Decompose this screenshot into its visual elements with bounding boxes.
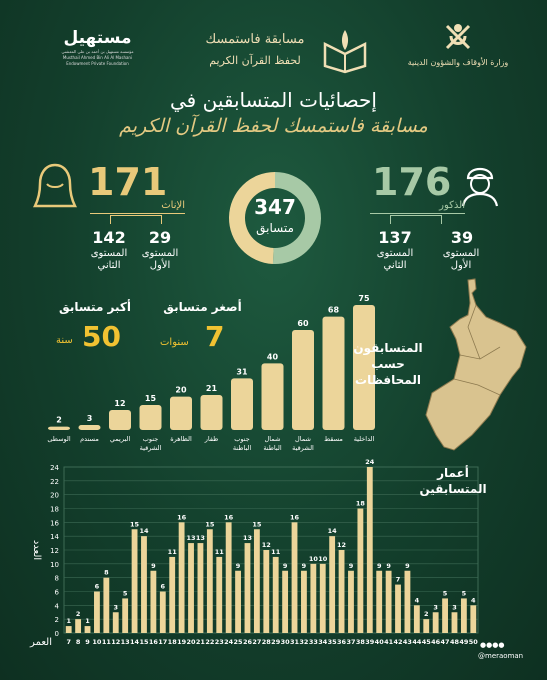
age-y-tick-label: 10 bbox=[50, 560, 59, 569]
ministry-logo bbox=[398, 20, 518, 80]
age-x-tick-label: 9 bbox=[85, 638, 90, 646]
age-x-tick-label: 50 bbox=[468, 638, 478, 646]
age-x-tick-label: 11 bbox=[101, 638, 111, 646]
governorate-bar bbox=[79, 425, 101, 430]
mosthail-logo bbox=[55, 28, 140, 80]
age-value-label: 10 bbox=[318, 554, 328, 563]
twitter-icon[interactable]: ● bbox=[492, 641, 499, 649]
age-bar bbox=[320, 564, 326, 633]
age-bar bbox=[386, 571, 392, 633]
age-x-tick-label: 16 bbox=[148, 638, 158, 646]
age-value-label: 4 bbox=[414, 596, 420, 605]
females-label: الإناث bbox=[161, 200, 185, 211]
governorate-bar bbox=[170, 397, 192, 430]
age-value-label: 2 bbox=[423, 610, 429, 619]
age-bar bbox=[94, 592, 100, 634]
age-value-label: 6 bbox=[94, 582, 100, 591]
age-x-tick-label: 46 bbox=[431, 638, 441, 646]
age-bar bbox=[376, 571, 382, 633]
age-bar bbox=[414, 605, 420, 633]
age-bar bbox=[85, 626, 91, 633]
females-divider bbox=[90, 213, 185, 214]
age-bar bbox=[103, 578, 109, 633]
age-x-tick-label: 36 bbox=[337, 638, 347, 646]
governorate-bar bbox=[262, 363, 284, 430]
governorate-chart-title: المتسابقون حسب المحافظات bbox=[353, 341, 423, 387]
page-subtitle: مسابقة فاستمسك لحفظ القرآن الكريم bbox=[119, 115, 428, 137]
age-x-tick-label: 8 bbox=[75, 638, 81, 646]
females-level1-value: 29 bbox=[148, 228, 172, 247]
age-x-tick-label: 45 bbox=[421, 638, 431, 646]
age-bar bbox=[216, 557, 222, 633]
age-bar bbox=[179, 522, 185, 633]
oldest-unit: سنة bbox=[56, 335, 73, 346]
age-value-label: 13 bbox=[186, 534, 196, 543]
facebook-icon[interactable]: ● bbox=[486, 641, 493, 649]
males-level1-label: المستوى الأول bbox=[442, 248, 480, 271]
age-value-label: 14 bbox=[139, 527, 149, 536]
age-bar bbox=[132, 529, 138, 633]
ministry-logo-text: وزارة الأوقاف والشؤون الدينية bbox=[407, 58, 509, 67]
males-bracket bbox=[390, 215, 442, 224]
age-value-label: 3 bbox=[113, 603, 119, 612]
age-value-label: 9 bbox=[301, 561, 307, 570]
governorate-category-label: ظفار bbox=[204, 435, 219, 443]
males-value: 176 bbox=[372, 160, 452, 204]
oman-emblem-icon bbox=[441, 20, 475, 54]
age-value-label: 16 bbox=[224, 513, 234, 522]
age-value-label: 5 bbox=[442, 589, 448, 598]
females-value: 171 bbox=[88, 160, 168, 204]
age-value-label: 16 bbox=[177, 513, 187, 522]
age-x-tick-label: 19 bbox=[177, 638, 187, 646]
age-x-tick-label: 21 bbox=[195, 638, 205, 646]
age-x-tick-label: 43 bbox=[402, 638, 412, 646]
youtube-icon[interactable]: ● bbox=[498, 641, 505, 649]
age-bar bbox=[405, 571, 411, 633]
competition-logo bbox=[195, 18, 370, 88]
age-y-tick-label: 22 bbox=[50, 477, 59, 486]
females-level1-label: المستوى الأول bbox=[141, 248, 179, 271]
age-bar bbox=[367, 467, 373, 633]
age-y-tick-label: 20 bbox=[50, 491, 59, 500]
males-label: الذكور bbox=[439, 200, 465, 211]
age-bar bbox=[339, 550, 345, 633]
governorate-category-label: شمال bbox=[295, 435, 311, 443]
age-x-tick-label: 15 bbox=[139, 638, 149, 646]
governorate-category-label: الشرقية bbox=[139, 444, 162, 452]
age-x-tick-label: 49 bbox=[459, 638, 469, 646]
age-chart-title: أعمار المتسابقين bbox=[419, 466, 487, 496]
page-title: إحصائيات المتسابقين في bbox=[170, 88, 377, 112]
age-x-tick-label: 24 bbox=[224, 638, 234, 646]
youngest-unit: سنوات bbox=[160, 337, 189, 348]
age-x-tick-label: 7 bbox=[66, 638, 71, 646]
age-value-label: 9 bbox=[348, 561, 354, 570]
governorate-value-label: 15 bbox=[144, 394, 157, 403]
age-bar bbox=[122, 598, 128, 633]
females-level2-value: 142 bbox=[92, 228, 126, 247]
age-bar bbox=[423, 619, 429, 633]
age-x-tick-label: 13 bbox=[120, 638, 130, 646]
governorate-value-label: 21 bbox=[205, 384, 218, 393]
age-bar bbox=[141, 536, 147, 633]
age-bar bbox=[150, 571, 156, 633]
age-x-tick-label: 29 bbox=[271, 638, 281, 646]
age-bar bbox=[273, 557, 279, 633]
youngest-label: أصغر متسابق bbox=[163, 300, 242, 314]
age-value-label: 4 bbox=[471, 596, 476, 605]
age-bar bbox=[461, 598, 467, 633]
age-y-tick-label: 6 bbox=[54, 588, 59, 597]
age-bar bbox=[188, 543, 194, 633]
age-bar bbox=[160, 592, 166, 634]
age-value-label: 15 bbox=[130, 520, 140, 529]
age-bar bbox=[395, 585, 401, 633]
age-bar bbox=[245, 543, 251, 633]
competition-logo-line2: لحفظ القرآن الكريم bbox=[209, 54, 301, 67]
age-x-tick-label: 30 bbox=[280, 638, 290, 646]
age-value-label: 7 bbox=[395, 575, 401, 584]
age-x-tick-label: 12 bbox=[111, 638, 121, 646]
age-value-label: 13 bbox=[195, 534, 205, 543]
governorate-value-label: 20 bbox=[175, 385, 187, 395]
female-icon bbox=[30, 160, 80, 210]
age-x-tick-label: 31 bbox=[289, 638, 300, 646]
age-value-label: 9 bbox=[405, 561, 410, 570]
age-x-tick-label: 42 bbox=[393, 638, 403, 646]
oldest-label: أكبر متسابق bbox=[59, 300, 131, 314]
footer-handle: @meraoman bbox=[478, 652, 524, 660]
age-x-tick-label: 27 bbox=[252, 638, 262, 646]
age-x-tick-label: 33 bbox=[308, 638, 318, 646]
governorate-category-label: الشرقية bbox=[292, 444, 314, 452]
age-value-label: 9 bbox=[386, 561, 391, 570]
age-value-label: 1 bbox=[85, 617, 90, 626]
age-bar bbox=[452, 612, 458, 633]
governorate-bar bbox=[292, 330, 314, 430]
age-x-tick-label: 35 bbox=[327, 638, 337, 646]
governorate-category-label: مسندم bbox=[80, 435, 99, 443]
age-value-label: 11 bbox=[271, 547, 281, 556]
oldest-value: 50 bbox=[82, 320, 121, 353]
age-value-label: 14 bbox=[327, 527, 337, 536]
governorate-bar bbox=[231, 378, 253, 430]
age-value-label: 10 bbox=[308, 554, 318, 563]
total-value: 347 bbox=[254, 195, 296, 219]
age-y-tick-label: 18 bbox=[50, 505, 59, 514]
age-bar bbox=[113, 612, 119, 633]
age-value-label: 3 bbox=[433, 603, 438, 612]
mosthail-logo-en2: Endowment Private Foundation bbox=[66, 61, 129, 66]
age-value-label: 9 bbox=[151, 561, 156, 570]
governorate-category-label: جنوب bbox=[234, 435, 250, 443]
males-divider bbox=[370, 213, 465, 214]
governorate-category-label: مسقط bbox=[324, 435, 343, 443]
age-y-tick-label: 2 bbox=[54, 616, 59, 625]
age-bar bbox=[357, 509, 363, 634]
governorate-value-label: 40 bbox=[266, 352, 279, 362]
youngest-value: 7 bbox=[205, 320, 225, 353]
age-bar bbox=[75, 619, 81, 633]
governorate-category-label: جنوب bbox=[142, 435, 159, 443]
age-y-tick-label: 14 bbox=[50, 533, 59, 542]
age-x-tick-label: 34 bbox=[318, 638, 328, 646]
age-value-label: 5 bbox=[461, 589, 467, 598]
age-bar bbox=[301, 571, 307, 633]
age-bar bbox=[292, 522, 298, 633]
age-value-label: 15 bbox=[205, 520, 215, 529]
age-x-tick-label: 32 bbox=[299, 638, 309, 646]
governorate-value-label: 75 bbox=[358, 294, 370, 303]
males-level1-value: 39 bbox=[450, 228, 474, 247]
age-y-axis-label: العدد bbox=[31, 539, 42, 561]
age-y-tick-label: 8 bbox=[54, 574, 59, 583]
age-value-label: 16 bbox=[289, 513, 300, 522]
age-bar bbox=[348, 571, 354, 633]
age-bar bbox=[226, 522, 232, 633]
age-bar bbox=[169, 557, 175, 633]
governorate-value-label: 12 bbox=[114, 399, 126, 408]
governorate-category-label: الباطنة bbox=[263, 444, 282, 452]
age-x-axis-label: العمر bbox=[30, 637, 52, 648]
age-bar bbox=[329, 536, 335, 633]
age-value-label: 11 bbox=[214, 547, 224, 556]
governorate-value-label: 2 bbox=[56, 415, 62, 425]
age-value-label: 24 bbox=[365, 458, 375, 466]
age-value-label: 11 bbox=[167, 547, 177, 556]
age-x-tick-label: 47 bbox=[440, 638, 450, 646]
governorate-bar bbox=[201, 395, 223, 430]
age-y-tick-label: 12 bbox=[50, 547, 59, 555]
age-x-tick-label: 25 bbox=[233, 638, 243, 646]
governorate-category-label: الباطنة bbox=[232, 444, 252, 452]
age-bar bbox=[310, 564, 316, 633]
governorate-category-label: الوسطى bbox=[47, 435, 71, 443]
age-value-label: 8 bbox=[104, 568, 109, 577]
age-x-tick-label: 40 bbox=[374, 638, 384, 646]
males-level2-label: المستوى الثاني bbox=[376, 248, 414, 271]
age-x-tick-label: 14 bbox=[130, 638, 140, 646]
age-x-tick-label: 20 bbox=[186, 638, 196, 646]
age-value-label: 15 bbox=[252, 520, 262, 529]
age-bar bbox=[254, 529, 260, 633]
oman-map bbox=[420, 275, 540, 465]
age-bar bbox=[263, 550, 269, 633]
mosthail-logo-en1: Musthail Ahmed Bin Ali Al Mashani bbox=[62, 55, 133, 60]
age-value-label: 9 bbox=[282, 561, 288, 570]
age-y-tick-label: 16 bbox=[50, 519, 59, 528]
age-x-tick-label: 44 bbox=[412, 638, 422, 646]
governorate-category-label: الظاهرة bbox=[170, 435, 192, 443]
age-x-tick-label: 26 bbox=[242, 638, 253, 646]
age-x-tick-label: 39 bbox=[365, 638, 375, 646]
instagram-icon[interactable]: ● bbox=[480, 641, 487, 649]
age-x-tick-label: 18 bbox=[167, 638, 177, 646]
quran-book-icon bbox=[320, 24, 370, 74]
age-value-label: 18 bbox=[355, 499, 365, 508]
age-value-label: 9 bbox=[376, 561, 382, 570]
social-icons bbox=[480, 641, 504, 649]
governorate-category-label: البريمي bbox=[109, 435, 131, 443]
age-x-tick-label: 17 bbox=[158, 638, 168, 646]
age-value-label: 3 bbox=[452, 603, 457, 612]
age-bar bbox=[207, 529, 213, 633]
age-value-label: 9 bbox=[235, 561, 241, 570]
mosthail-logo-title: مستهيل bbox=[63, 28, 132, 48]
competition-logo-line1: مسابقة فاستمسك bbox=[205, 32, 305, 47]
age-y-tick-label: 4 bbox=[54, 602, 59, 611]
governorate-category-label: الداخلية bbox=[353, 435, 375, 443]
age-x-tick-label: 48 bbox=[449, 638, 460, 646]
age-x-tick-label: 23 bbox=[214, 638, 224, 646]
age-bar bbox=[282, 571, 288, 633]
age-x-tick-label: 22 bbox=[205, 638, 215, 646]
males-level2-value: 137 bbox=[378, 228, 412, 247]
age-x-tick-label: 38 bbox=[355, 638, 365, 646]
age-bar bbox=[433, 612, 439, 633]
age-value-label: 1 bbox=[66, 617, 71, 626]
age-value-label: 13 bbox=[242, 534, 253, 543]
age-bar bbox=[235, 571, 241, 633]
age-x-tick-label: 37 bbox=[346, 638, 356, 646]
governorate-value-label: 31 bbox=[236, 367, 248, 377]
governorate-bar bbox=[109, 410, 131, 430]
age-value-label: 12 bbox=[261, 541, 271, 549]
females-level2-label: المستوى الثاني bbox=[90, 248, 128, 271]
age-bar bbox=[198, 543, 204, 633]
age-value-label: 2 bbox=[75, 610, 81, 619]
age-bar bbox=[442, 598, 448, 633]
age-value-label: 12 bbox=[337, 541, 347, 549]
governorate-bar bbox=[48, 427, 70, 430]
governorate-category-label: شمال bbox=[264, 435, 281, 443]
governorate-value-label: 68 bbox=[327, 305, 340, 315]
age-value-label: 5 bbox=[122, 589, 128, 598]
age-y-tick-label: 0 bbox=[54, 630, 59, 638]
governorate-value-label: 60 bbox=[297, 319, 309, 328]
age-y-tick-label: 24 bbox=[50, 464, 59, 472]
age-x-tick-label: 28 bbox=[261, 638, 271, 646]
females-bracket bbox=[110, 215, 162, 224]
governorate-bar bbox=[140, 405, 162, 430]
age-x-tick-label: 41 bbox=[384, 638, 394, 646]
governorate-value-label: 3 bbox=[86, 414, 93, 423]
age-x-tick-label: 10 bbox=[92, 638, 102, 646]
age-value-label: 6 bbox=[160, 582, 166, 591]
age-bar bbox=[66, 626, 72, 633]
age-bar bbox=[470, 605, 476, 633]
total-label: متسابق bbox=[256, 221, 294, 235]
mosthail-logo-sub: مؤسسة مستهيل بن أحمد بن علي المعشني bbox=[61, 49, 134, 54]
